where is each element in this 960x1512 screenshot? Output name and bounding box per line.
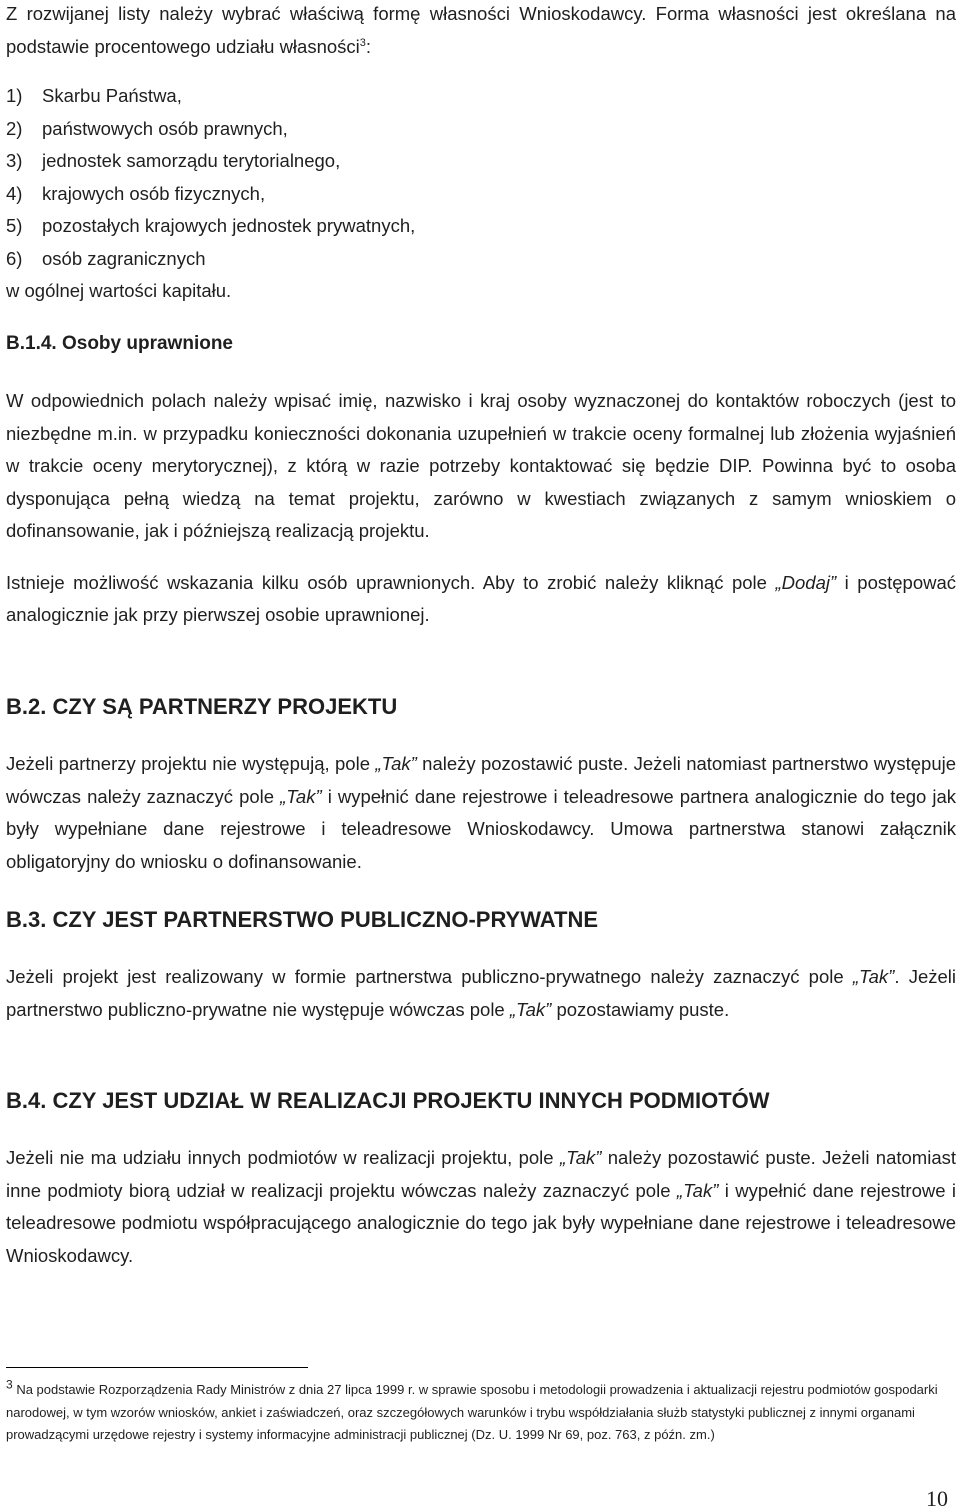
section-number: B.2. <box>6 694 47 719</box>
paragraph-text: i postępować analogicznie jak przy pierwszej osobie uprawnionej. <box>6 571 957 625</box>
field-name-tak: „Tak” <box>852 966 895 987</box>
section-number: B.3. <box>6 907 47 932</box>
section-heading-b2 <box>6 693 397 721</box>
section-title: Osoby uprawnione <box>61 333 234 354</box>
paragraph <box>6 748 956 878</box>
paragraph-text: Jeżeli partnerzy projektu nie występują, pole <box>6 753 370 774</box>
list-item <box>6 243 956 276</box>
paragraph-text: i wypełnić dane rejestrowe i teleadresowe partnera analogicznie do tego jak były wypełniane dane rejestrowe i teleadresowe Wnioskodawcy. Umowa partnerstwa stanowi załącznik obligatoryjny do wniosku o dofinansowanie. <box>6 785 957 872</box>
page-number: 10 <box>926 1486 948 1511</box>
field-name-tak: „Tak” <box>676 1179 719 1201</box>
footnote <box>6 1379 956 1447</box>
section-heading-b14 <box>6 330 233 358</box>
field-name-tak: „Tak” <box>280 785 322 807</box>
list-item-text: Skarbu Państwa, <box>42 85 182 106</box>
list-item <box>6 178 956 211</box>
intro-paragraph <box>6 0 956 63</box>
intro-text: Z rozwijanej listy należy wybrać właściwą formę własności Wnioskodawcy. Forma własności jest określana na podstawie procentowego udziału własności <box>6 3 956 57</box>
list-item-number: 2) <box>6 117 23 139</box>
section-number: B.4. <box>6 1088 47 1113</box>
list-item-text: pozostałych krajowych jednostek prywatnych, <box>42 215 416 236</box>
section-title: CZY JEST PARTNERSTWO PUBLICZNO-PRYWATNE <box>52 907 599 932</box>
list-item-text: jednostek samorządu terytorialnego, <box>42 150 341 171</box>
paragraph-text: należy pozostawić puste. Jeżeli natomiast partnerstwo występuje wówczas należy zaznaczyć pole <box>6 753 957 807</box>
footnote-reference: 3 <box>359 36 366 49</box>
paragraph <box>6 961 956 1026</box>
list-item-text: państwowych osób prawnych, <box>42 117 288 139</box>
footnote-mark: 3 <box>6 1377 13 1392</box>
paragraph: W odpowiednich polach należy wpisać imię, nazwisko i kraj osoby wyznaczonej do kontaktów roboczych (jest to niezbędne m.in. w przypadku konieczności dokonania uzupełnień w trakcie oceny formalnej lub złożenia wyjaśnień w trakcie oceny merytorycznej), z którą w razie potrzeby kontaktować się będzie DIP. Powinna być to osoba dysponująca pełną wiedzą na temat projektu, zarówno w kwestiach związanych z samym wnioskiem o dofinansowanie, jak i późniejszą realizacją projektu. <box>6 390 956 541</box>
paragraph-text: . Jeżeli partnerstwo publiczno-prywatne nie występuje wówczas pole <box>6 966 956 1020</box>
paragraph-text: pozostawiamy puste. <box>556 998 730 1020</box>
list-item-number: 3) <box>6 150 23 171</box>
footnote-separator <box>6 1367 308 1368</box>
footnote-text: Na podstawie Rozporządzenia Rady Ministrów z dnia 27 lipca 1999 r. w sprawie sposobu i metodologii prowadzenia i aktualizacji rejestru podmiotów gospodarki narodowej, w tym wzorów wniosków, ankiet i zaświadczeń, oraz szczegółowych warunków i trybu współdziałania służb statystyki publicznej z innymi organami prowadzącymi urzędowe rejestry i systemy informacyjne administracji publicznej (Dz. U. 1999 Nr 69, poz. 763, z późn. zm.) <box>6 1382 938 1442</box>
section-heading-b4 <box>6 1087 770 1115</box>
list-item-number: 4) <box>6 182 23 204</box>
list-item-text: osób zagranicznych <box>42 247 206 269</box>
paragraph-text: Jeżeli nie ma udziału innych podmiotów w realizacji projektu, pole <box>6 1147 554 1168</box>
section-title: CZY SĄ PARTNERZY PROJEKTU <box>52 694 398 719</box>
paragraph-text: i wypełnić dane rejestrowe i teleadresowe podmiotu współpracującego analogicznie do tego jak były wypełniane dane rejestrowe i teleadresowe Wnioskodawcy. <box>6 1179 957 1266</box>
list-item-text: krajowych osób fizycznych, <box>42 182 266 204</box>
list-item-number: 5) <box>6 215 23 236</box>
list-item <box>6 80 956 113</box>
field-name-tak: „Tak” <box>509 998 552 1020</box>
list-item-number: 6) <box>6 247 23 269</box>
field-name-tak: „Tak” <box>559 1147 602 1168</box>
ownership-list <box>6 80 956 308</box>
section-number: B.1.4. <box>6 333 57 354</box>
paragraph-text: Istnieje możliwość wskazania kilku osób uprawnionych. Aby to zrobić należy kliknąć pole <box>6 571 767 593</box>
list-item-number: 1) <box>6 85 23 106</box>
paragraph-text: należy pozostawić puste. Jeżeli natomiast inne podmioty biorą udział w realizacji projektu wówczas należy zaznaczyć pole <box>6 1147 957 1201</box>
list-item <box>6 113 956 146</box>
paragraph <box>6 567 956 632</box>
section-body-b14 <box>6 385 956 632</box>
section-heading-b3 <box>6 906 598 934</box>
list-closing: w ogólnej wartości kapitału. <box>6 280 232 301</box>
field-name-dodaj: „Dodaj” <box>775 571 837 593</box>
section-body-b3 <box>6 961 956 1026</box>
list-item <box>6 210 956 243</box>
section-title: CZY JEST UDZIAŁ W REALIZACJI PROJEKTU INNYCH PODMIOTÓW <box>52 1088 770 1113</box>
intro-colon: : <box>365 35 372 57</box>
section-body-b4 <box>6 1142 956 1272</box>
section-body-b2 <box>6 748 956 878</box>
paragraph-text: Jeżeli projekt jest realizowany w formie partnerstwa publiczno-prywatnego należy zaznaczyć pole <box>6 966 844 987</box>
paragraph <box>6 1142 956 1272</box>
field-name-tak: „Tak” <box>375 753 417 774</box>
list-item <box>6 145 956 178</box>
